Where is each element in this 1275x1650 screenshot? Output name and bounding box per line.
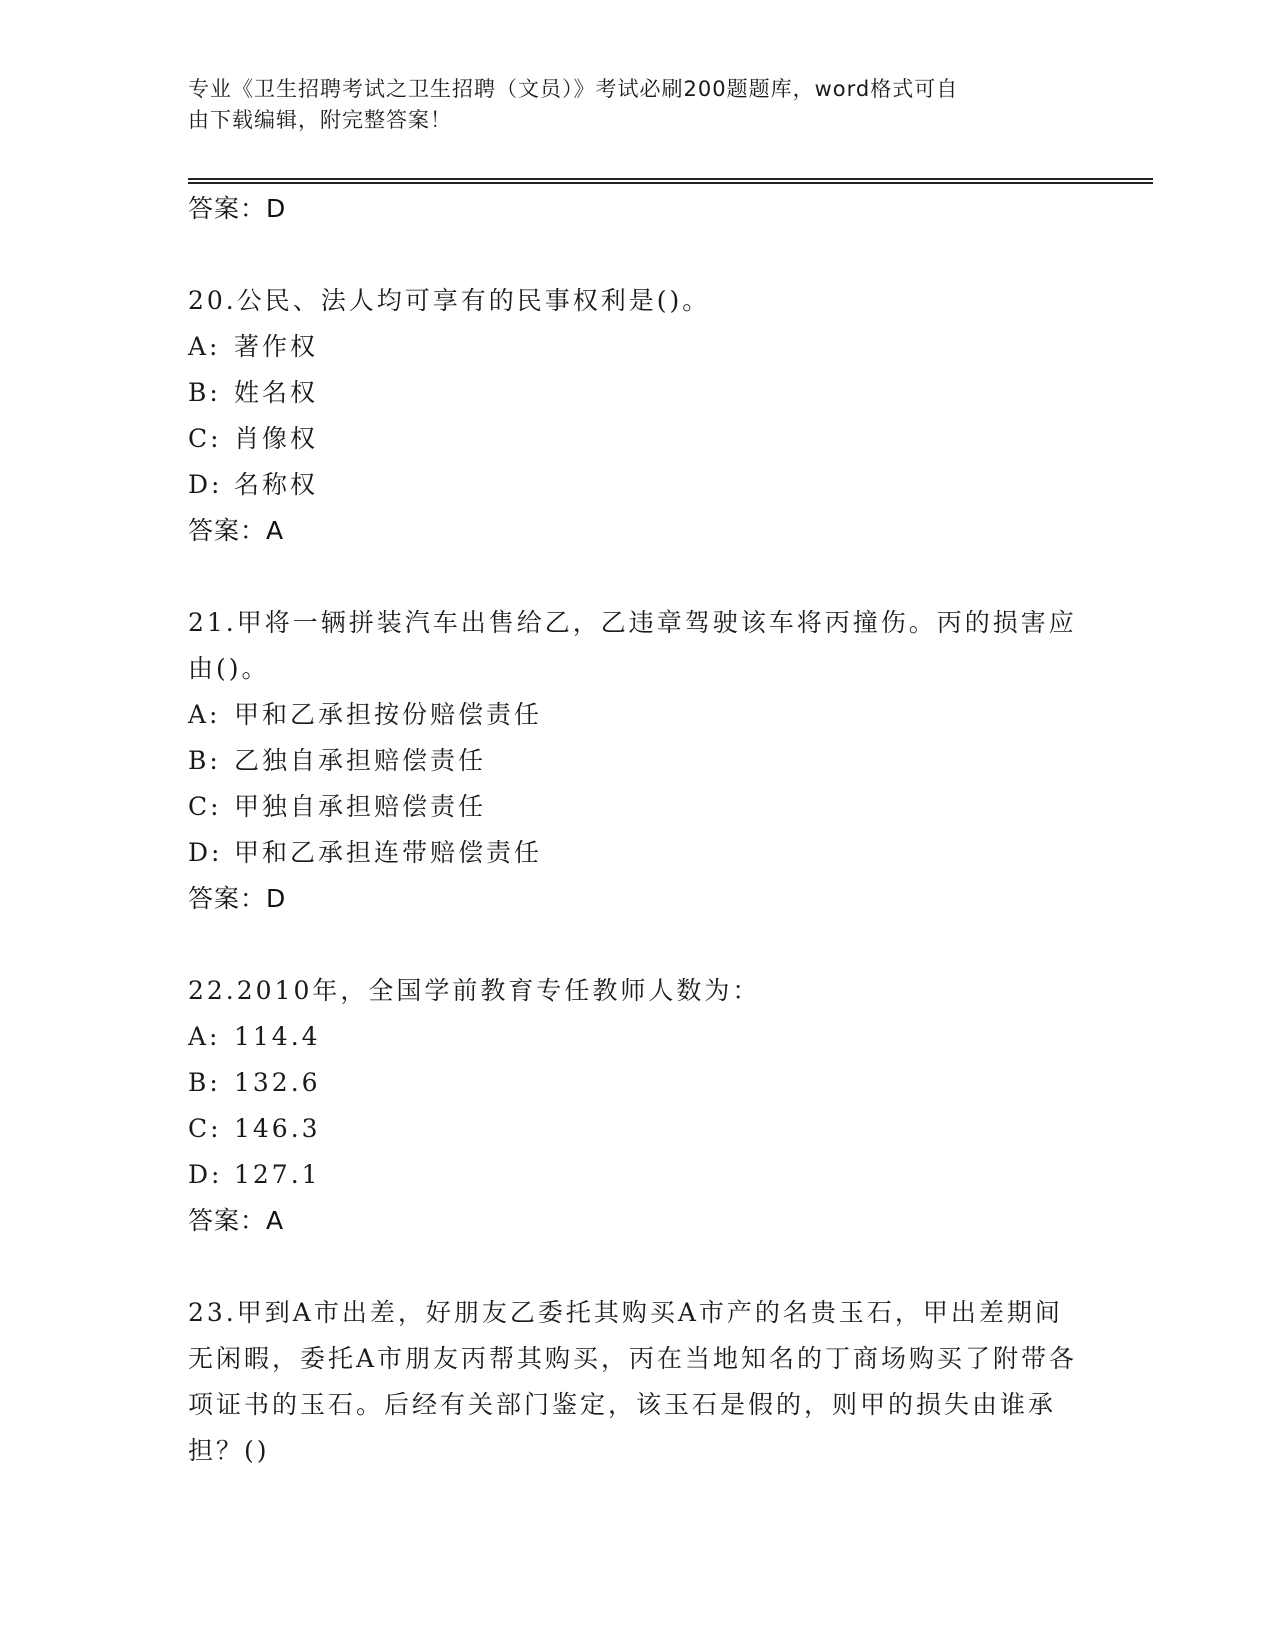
option-letter: B: [188, 1068, 221, 1097]
option-text: 甲和乙承担按份赔偿责任 [234, 700, 543, 729]
option-b [188, 370, 1088, 416]
option-a [188, 1014, 1088, 1060]
option-letter: D: [188, 838, 223, 867]
option-text: 甲独自承担赔偿责任 [234, 792, 487, 821]
question-text: 21.甲将一辆拼装汽车出售给乙，乙违章驾驶该车将丙撞伤。丙的损害应由()。 [188, 608, 1077, 683]
document-body [188, 186, 1088, 1474]
option-text: 127.1 [234, 1160, 321, 1189]
answer-line: 答案：D [188, 884, 287, 913]
option-text: 姓名权 [234, 378, 319, 407]
option-letter: D: [188, 470, 223, 499]
option-text: 甲和乙承担连带赔偿责任 [234, 838, 543, 867]
option-a [188, 324, 1088, 370]
question-text: 23.甲到A市出差，好朋友乙委托其购买A市产的名贵玉石，甲出差期间无闲暇，委托A市朋友丙帮其购买，丙在当地知名的丁商场购买了附带各项证书的玉石。后经有关部门鉴定，该玉石是假的，则甲的损失由谁承担？() [188, 1298, 1078, 1465]
answer-line: 答案：A [188, 516, 285, 545]
option-text: 乙独自承担赔偿责任 [234, 746, 487, 775]
answer-line: 答案：D [188, 194, 287, 223]
question-block [188, 600, 1088, 922]
option-b [188, 738, 1088, 784]
question-text: 22.2010年，全国学前教育专任教师人数为： [188, 976, 761, 1005]
option-letter: A: [188, 700, 221, 729]
question-block [188, 278, 1088, 554]
option-letter: C: [188, 792, 222, 821]
header-line-2: 由下载编辑，附完整答案！ [188, 108, 452, 132]
option-b [188, 1060, 1088, 1106]
option-c [188, 416, 1088, 462]
option-text: 著作权 [234, 332, 319, 361]
option-letter: C: [188, 1114, 222, 1143]
header-line-1: 专业《卫生招聘考试之卫生招聘（文员）》考试必刷200题题库，word格式可自 [188, 77, 959, 101]
option-text: 名称权 [234, 470, 319, 499]
header-divider-top [188, 178, 1153, 180]
option-text: 146.3 [234, 1114, 321, 1143]
option-letter: D: [188, 1160, 223, 1189]
option-letter: A: [188, 332, 221, 361]
option-text: 114.4 [234, 1022, 321, 1051]
option-text: 肖像权 [234, 424, 319, 453]
question-text: 20.公民、法人均可享有的民事权利是()。 [188, 286, 711, 315]
option-letter: B: [188, 746, 221, 775]
option-d [188, 1152, 1088, 1198]
option-text: 132.6 [234, 1068, 321, 1097]
header-divider-bottom [188, 182, 1153, 184]
option-d [188, 830, 1088, 876]
option-letter: B: [188, 378, 221, 407]
option-c [188, 1106, 1088, 1152]
option-a [188, 692, 1088, 738]
document-header [188, 74, 1068, 136]
option-letter: A: [188, 1022, 221, 1051]
option-c [188, 784, 1088, 830]
option-d [188, 462, 1088, 508]
question-block [188, 1290, 1088, 1474]
question-block [188, 968, 1088, 1244]
answer-line: 答案：A [188, 1206, 285, 1235]
option-letter: C: [188, 424, 222, 453]
